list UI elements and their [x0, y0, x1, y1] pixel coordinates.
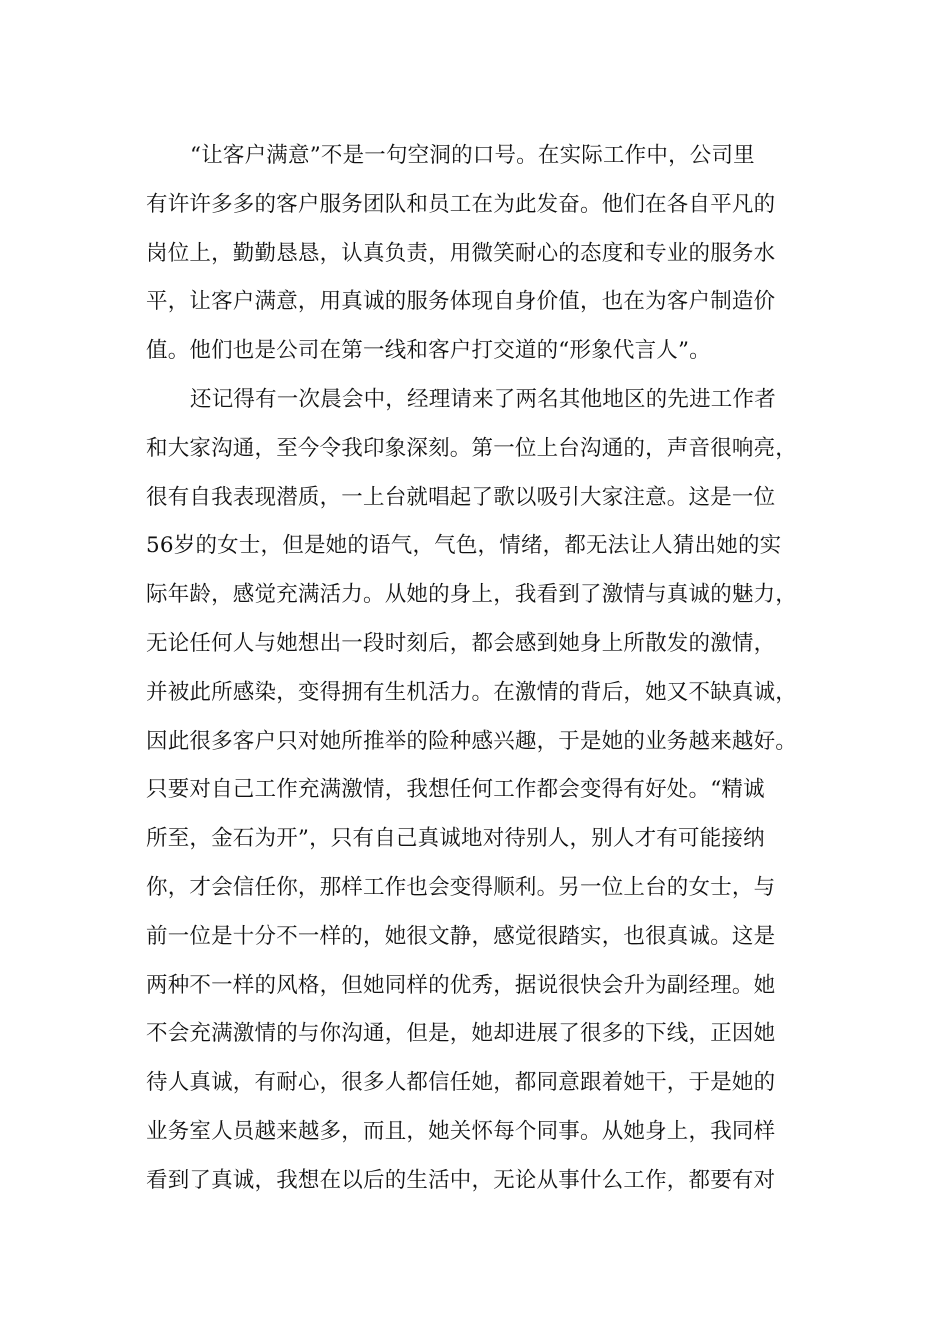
paragraph-2-line-13: 两种不一样的风格，但她同样的优秀，据说很快会升为副经理。她 [146, 972, 776, 998]
document-body [146, 132, 806, 1206]
paragraph-2-line-4: 56岁的女士，但是她的语气，气色，情绪，都无法让人猜出她的实 [146, 533, 782, 559]
paragraph-2-line-6: 无论任何人与她想出一段时刻后，都会感到她身上所散发的激情， [146, 630, 776, 656]
paragraph-2-line-3: 很有自我表现潜质，一上台就唱起了歌以吸引大家注意。这是一位 [146, 484, 776, 510]
paragraph-2-line-11: 你，才会信任你，那样工作也会变得顺利。另一位上台的女士，与 [146, 874, 776, 900]
paragraph-1-line-3: 岗位上，勤勤恳恳，认真负责，用微笑耐心的态度和专业的服务水 [146, 240, 776, 266]
paragraph-1-line-2: 有许许多多的客户服务团队和员工在为此发奋。他们在各自平凡的 [146, 191, 776, 217]
paragraph-1-line-1: “让客户满意”不是一句空洞的口号。在实际工作中，公司里 [190, 143, 755, 168]
paragraph-2-line-17: 看到了真诚，我想在以后的生活中，无论从事什么工作，都要有对 [146, 1167, 776, 1193]
paragraph-2-line-2: 和大家沟通，至今令我印象深刻。第一位上台沟通的，声音很响亮， [146, 435, 798, 461]
paragraph-2-line-9: 只要对自己工作充满激情，我想任何工作都会变得有好处。“精诚 [146, 777, 765, 803]
paragraph-2-line-12: 前一位是十分不一样的，她很文静，感觉很踏实，也很真诚。这是 [146, 923, 776, 949]
paragraph-1-line-4: 平，让客户满意，用真诚的服务体现自身价值，也在为客户制造价 [146, 289, 776, 315]
paragraph-2-line-14: 不会充满激情的与你沟通，但是，她却进展了很多的下线，正因她 [146, 1021, 776, 1047]
paragraph-2-line-16: 业务室人员越来越多，而且，她关怀每个同事。从她身上，我同样 [146, 1118, 776, 1144]
paragraph-2-line-1: 还记得有一次晨会中，经理请来了两名其他地区的先进工作者 [190, 386, 776, 412]
paragraph-2-line-7: 并被此所感染，变得拥有生机活力。在激情的背后，她又不缺真诚， [146, 679, 798, 705]
paragraph-2-line-8: 因此很多客户只对她所推举的险种感兴趣，于是她的业务越来越好。 [146, 728, 798, 754]
paragraph-2-line-5: 际年龄，感觉充满活力。从她的身上，我看到了激情与真诚的魅力， [146, 582, 798, 608]
paragraph-2-line-10: 所至，金石为开”，只有自己真诚地对待别人，别人才有可能接纳 [146, 826, 765, 852]
paragraph-2-line-15: 待人真诚，有耐心，很多人都信任她，都同意跟着她干，于是她的 [146, 1070, 776, 1096]
paragraph-1-line-5: 值。他们也是公司在第一线和客户打交道的“形象代言人”。 [146, 338, 711, 364]
